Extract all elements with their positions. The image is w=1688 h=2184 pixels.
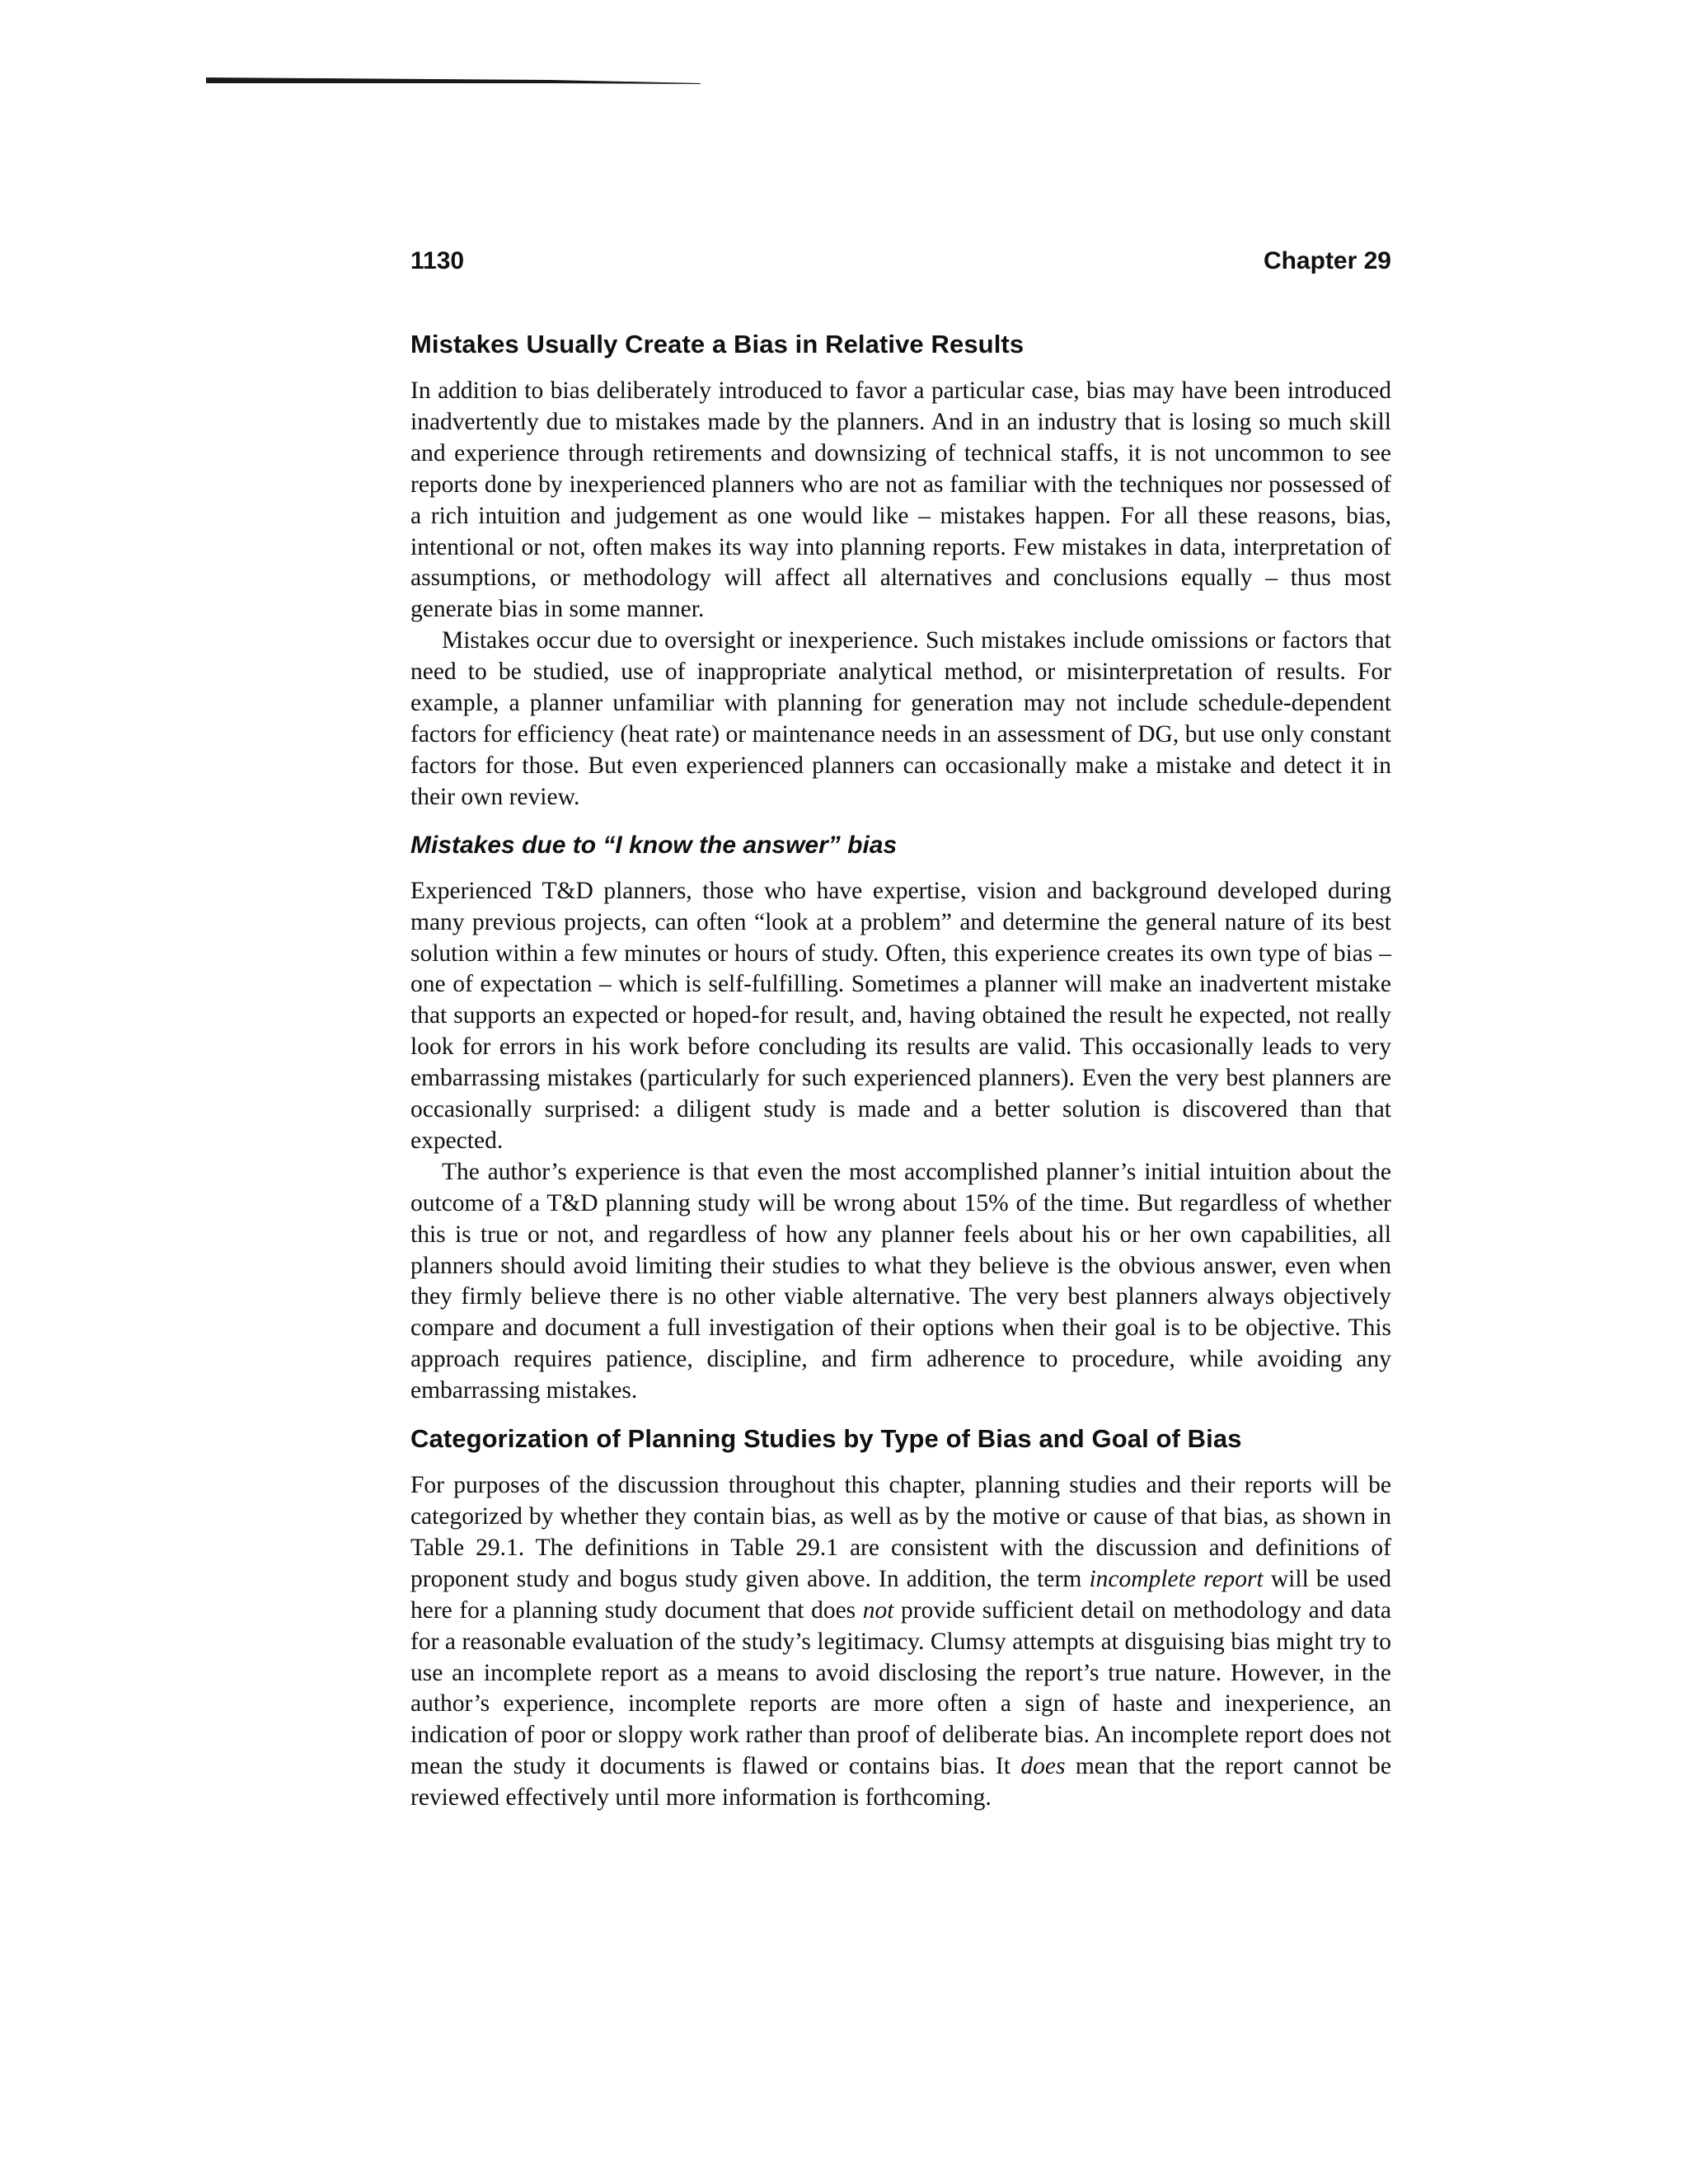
section-heading-categorization: Categorization of Planning Studies by Type of Bias and Goal of Bias [410,1424,1242,1454]
paragraph: In addition to bias deliberately introduced to favor a particular case, bias may have been introduced inadvertently due to mistakes made by the planners. And in an industry that is losing so much skill and experience through retirements and downsizing of technical staffs, it is not uncommon to see reports done by inexperienced planners who are not as familiar with the techniques nor possessed of a rich intuition and judgement as one would like – mistakes happen. For all these reasons, bias, intentional or not, often makes its way into planning reports. Few mistakes in data, interpretation of assumptions, or methodology will affect all alternatives and conclusions equally – thus most generate bias in some manner. [410,377,1391,623]
chapter-label: Chapter 29 [1263,247,1391,274]
paragraph: Experienced T&D planners, those who have expertise, vision and background developed during many previous projects, can often “look at a problem” and determine the general nature of its best solution within a few minutes or hours of study. Often, this experience creates its own type of bias – one of expectation – which is self-fulfilling. Sometimes a planner will make an inadvertent mistake that supports an expected or hoped-for result, and, having obtained the result he expected, not really look for errors in his work before concluding its results are valid. This occasionally leads to very embarrassing mistakes (particularly for such experienced planners). Even the very best planners are occasionally surprised: a diligent study is made and a better solution is discovered than that expected. [410,877,1391,1154]
emphasis-does: does [1020,1753,1066,1780]
text-run: For purposes of the discussion throughout this chapter, planning studies and their reports will be categorized by whether they contain bias, as well as by the motive or cause of that bias, as shown in Table 29.1. The definitions in Table 29.1 are consistent with the discussion and definitions of proponent study and bogus study given above. In addition, the term [410,1472,1391,1592]
text-run: provide sufficient detail on methodology and data for a reasonable evaluation of the study’s legitimacy. Clumsy attempts at disguising bias might try to use an incomplete report as a means to avoid disclosing the report’s true nature. However, in the author’s experience, incomplete reports are more often a sign of haste and inexperience, an indication of poor or sloppy work rather than proof of deliberate bias. An incomplete report does not mean the study it documents is flawed or contains bias. It [410,1596,1391,1780]
paragraph: The author’s experience is that even the most accomplished planner’s initial intuition about the outcome of a T&D planning study will be wrong about 15% of the time. But regardless of whether this is true or not, and regardless of how any planner feels about his or her own capabilities, all planners should avoid limiting their studies to what they believe is the obvious answer, even when they firmly believe there is no other viable alternative. The very best planners always objectively compare and document a full investigation of their options when their goal is to be objective. This approach requires patience, discipline, and firm adherence to procedure, while avoiding any embarrassing mistakes. [410,1158,1391,1404]
section-heading-mistakes-bias: Mistakes Usually Create a Bias in Relative Results [410,330,1025,359]
emphasis-not: not [862,1596,894,1624]
paragraph: Mistakes occur due to oversight or inexperience. Such mistakes include omissions or factors that need to be studied, use of inappropriate analytical method, or misinterpretation of results. For example, a planner unfamiliar with planning for generation may not include schedule-dependent factors for efficiency (heat rate) or maintenance needs in an assessment of DG, but use only constant factors for those. But even experienced planners can occasionally make a mistake and detect it in their own review. [410,627,1391,810]
paragraph [410,1470,1391,1814]
text-run: mean that the report cannot be reviewed effectively until more information is forthcoming. [410,1753,1391,1811]
page-body [410,328,1391,1814]
text-run: will be used here for a planning study document that does [410,1565,1392,1624]
subsection-heading-know-answer: Mistakes due to “I know the answer” bias [410,831,898,859]
page-number: 1130 [410,247,465,274]
running-head [410,247,1391,288]
scan-edge-rule [206,76,701,87]
emphasis-incomplete-report: incomplete report [1089,1565,1264,1592]
